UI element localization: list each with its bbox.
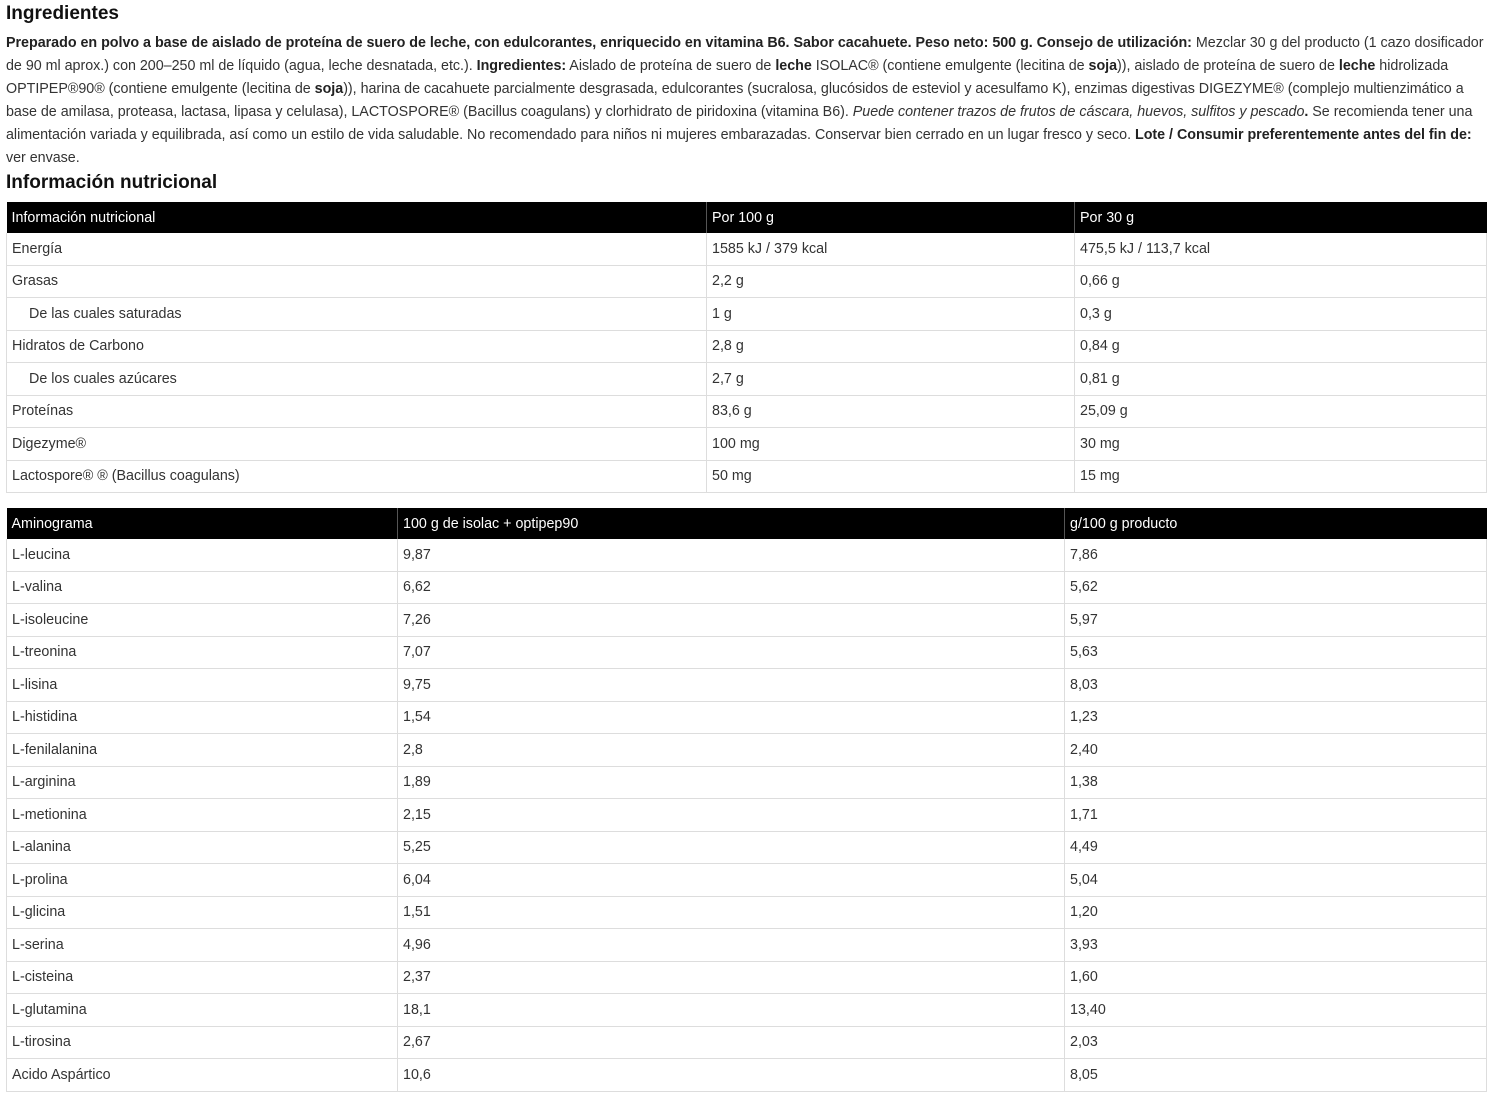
table-row — [7, 395, 1487, 428]
amino-acid-name: L-alanina — [7, 831, 398, 864]
nutrient-per-30g: 15 mg — [1075, 460, 1487, 493]
nutrient-name: Digezyme® — [7, 428, 707, 461]
amino-value-product: 1,38 — [1065, 766, 1487, 799]
nutrient-per-100g: 83,6 g — [707, 395, 1075, 428]
column-header: Por 100 g — [707, 202, 1075, 233]
amino-acid-name: L-prolina — [7, 864, 398, 897]
table-row — [7, 571, 1487, 604]
amino-value-isolac: 2,37 — [398, 961, 1065, 994]
table-row — [7, 701, 1487, 734]
amino-value-isolac: 10,6 — [398, 1059, 1065, 1092]
amino-acid-name: L-metionina — [7, 799, 398, 832]
nutrient-per-30g: 0,84 g — [1075, 330, 1487, 363]
nutrient-per-100g: 2,8 g — [707, 330, 1075, 363]
amino-value-product: 1,23 — [1065, 701, 1487, 734]
table-row — [7, 669, 1487, 702]
table-row — [7, 734, 1487, 767]
table-row — [7, 539, 1487, 571]
amino-value-product: 5,97 — [1065, 604, 1487, 637]
amino-value-isolac: 2,8 — [398, 734, 1065, 767]
allergen-text: soja — [314, 81, 344, 97]
table-row — [7, 766, 1487, 799]
nutrient-per-30g: 475,5 kJ / 113,7 kcal — [1075, 233, 1487, 265]
column-header: Información nutricional — [7, 202, 707, 233]
nutrient-name: Lactospore® ® (Bacillus coagulans) — [7, 460, 707, 493]
amino-value-isolac: 2,67 — [398, 1026, 1065, 1059]
amino-value-product: 5,62 — [1065, 571, 1487, 604]
amino-acid-name: L-glutamina — [7, 994, 398, 1027]
ingredients-text: Aislado de proteína de suero de — [566, 58, 776, 74]
nutrient-name: Hidratos de Carbono — [7, 330, 707, 363]
table-row — [7, 961, 1487, 994]
nutrient-name: Grasas — [7, 265, 707, 298]
ingredients-text: hidrolizada OPTIPEP®90® (contiene emulgente (lecitina de — [6, 58, 1449, 97]
nutrient-per-100g: 50 mg — [707, 460, 1075, 493]
table-row — [7, 799, 1487, 832]
amino-value-product: 2,03 — [1065, 1026, 1487, 1059]
ingredients-text: )), aislado de proteína de suero de — [1117, 58, 1339, 74]
amino-acid-name: L-arginina — [7, 766, 398, 799]
amino-value-product: 3,93 — [1065, 929, 1487, 962]
nutrient-per-30g: 30 mg — [1075, 428, 1487, 461]
table-row — [7, 636, 1487, 669]
nutrient-per-30g: 0,66 g — [1075, 265, 1487, 298]
amino-acid-name: L-tirosina — [7, 1026, 398, 1059]
amino-value-product: 1,71 — [1065, 799, 1487, 832]
nutrient-name: De los cuales azúcares — [7, 363, 707, 396]
amino-acid-name: L-histidina — [7, 701, 398, 734]
amino-acid-name: L-serina — [7, 929, 398, 962]
amino-value-product: 5,04 — [1065, 864, 1487, 897]
amino-value-isolac: 9,75 — [398, 669, 1065, 702]
amino-value-isolac: 1,89 — [398, 766, 1065, 799]
amino-acid-name: Acido Aspártico — [7, 1059, 398, 1092]
amino-acid-name: L-lisina — [7, 669, 398, 702]
table-row — [7, 330, 1487, 363]
table-row — [7, 831, 1487, 864]
amino-value-product: 7,86 — [1065, 539, 1487, 571]
nutrient-per-30g: 25,09 g — [1075, 395, 1487, 428]
nutrient-per-100g: 2,7 g — [707, 363, 1075, 396]
table-row — [7, 1026, 1487, 1059]
amino-acid-name: L-glicina — [7, 896, 398, 929]
table-row — [7, 233, 1487, 265]
table-header-row — [7, 202, 1487, 233]
column-header: g/100 g producto — [1065, 508, 1487, 539]
ingredients-paragraph — [6, 32, 1487, 170]
amino-value-isolac: 1,51 — [398, 896, 1065, 929]
amino-value-isolac: 7,07 — [398, 636, 1065, 669]
table-row — [7, 298, 1487, 331]
amino-value-isolac: 6,04 — [398, 864, 1065, 897]
table-row — [7, 864, 1487, 897]
table-row — [7, 994, 1487, 1027]
ingredients-text: Ingredientes: — [476, 58, 567, 74]
amino-acid-name: L-leucina — [7, 539, 398, 571]
column-header: Por 30 g — [1075, 202, 1487, 233]
amino-acid-name: L-valina — [7, 571, 398, 604]
amino-value-product: 2,40 — [1065, 734, 1487, 767]
amino-value-product: 8,05 — [1065, 1059, 1487, 1092]
amino-value-product: 1,60 — [1065, 961, 1487, 994]
nutrition-title: Información nutricional — [6, 172, 218, 193]
amino-value-isolac: 1,54 — [398, 701, 1065, 734]
table-row — [7, 428, 1487, 461]
nutrient-per-30g: 0,3 g — [1075, 298, 1487, 331]
ingredients-text: )), harina de cacahuete parcialmente desgrasada, edulcorantes (sucralosa, glucósidos de esteviol y acesulfamo K), enzimas digestivas DIGEZYME® (complejo multienzimático a base de amilasa, proteasa, lactasa, lipasa y celulasa), LACTOSPORE® (Bacillus coagulans) y clorhidrato de piridoxina (vitamina B6). — [6, 81, 1464, 120]
table-row — [7, 363, 1487, 396]
aminogram-table — [6, 508, 1487, 1092]
ingredients-text: ISOLAC® (contiene emulgente (lecitina de — [811, 58, 1089, 74]
nutrient-name: De las cuales saturadas — [7, 298, 707, 331]
amino-value-product: 8,03 — [1065, 669, 1487, 702]
column-header: Aminograma — [7, 508, 398, 539]
amino-value-isolac: 4,96 — [398, 929, 1065, 962]
nutrient-name: Energía — [7, 233, 707, 265]
amino-value-isolac: 5,25 — [398, 831, 1065, 864]
ingredients-text: Se recomienda tener una alimentación variada y equilibrada, así como un estilo de vida saludable. No recomendado para niños ni mujeres embarazadas. Conservar bien cerrado en un lugar fresco y seco. — [6, 104, 1473, 143]
nutrition-table — [6, 202, 1487, 493]
amino-value-isolac: 6,62 — [398, 571, 1065, 604]
ingredients-text: Preparado en polvo a base de aislado de proteína de suero de leche, con edulcorantes, enriquecido en vitamina B6. Sabor cacahuete. Peso neto: 500 g. Consejo de utilización: — [6, 35, 1192, 51]
nutrient-per-100g: 1 g — [707, 298, 1075, 331]
table-row — [7, 460, 1487, 493]
nutrient-per-100g: 100 mg — [707, 428, 1075, 461]
amino-value-product: 1,20 — [1065, 896, 1487, 929]
amino-acid-name: L-treonina — [7, 636, 398, 669]
column-header: 100 g de isolac + optipep90 — [398, 508, 1065, 539]
amino-acid-name: L-fenilalanina — [7, 734, 398, 767]
table-row — [7, 604, 1487, 637]
nutrient-per-30g: 0,81 g — [1075, 363, 1487, 396]
table-row — [7, 1059, 1487, 1092]
amino-value-isolac: 2,15 — [398, 799, 1065, 832]
amino-value-product: 13,40 — [1065, 994, 1487, 1027]
table-header-row — [7, 508, 1487, 539]
allergen-text: soja — [1088, 58, 1118, 74]
ingredients-text: . — [1304, 104, 1309, 120]
table-row — [7, 929, 1487, 962]
traces-warning: Puede contener trazos de frutos de cáscara, huevos, sulfitos y pescado — [852, 104, 1305, 120]
nutrient-per-100g: 1585 kJ / 379 kcal — [707, 233, 1075, 265]
allergen-text: leche — [775, 58, 812, 74]
nutrient-name: Proteínas — [7, 395, 707, 428]
ingredients-text: Mezclar 30 g del producto (1 cazo dosificador de 90 ml aprox.) con 200–250 ml de líquido (agua, leche desnatada, etc.). — [6, 35, 1484, 74]
amino-acid-name: L-isoleucine — [7, 604, 398, 637]
amino-acid-name: L-cisteina — [7, 961, 398, 994]
amino-value-isolac: 7,26 — [398, 604, 1065, 637]
ingredients-text: ver envase. — [6, 150, 80, 166]
amino-value-isolac: 18,1 — [398, 994, 1065, 1027]
amino-value-product: 5,63 — [1065, 636, 1487, 669]
amino-value-isolac: 9,87 — [398, 539, 1065, 571]
allergen-text: leche — [1338, 58, 1376, 74]
ingredients-title: Ingredientes — [6, 3, 119, 24]
nutrient-per-100g: 2,2 g — [707, 265, 1075, 298]
table-row — [7, 896, 1487, 929]
table-row — [7, 265, 1487, 298]
amino-value-product: 4,49 — [1065, 831, 1487, 864]
ingredients-text: Lote / Consumir preferentemente antes del fin de: — [1135, 127, 1472, 143]
